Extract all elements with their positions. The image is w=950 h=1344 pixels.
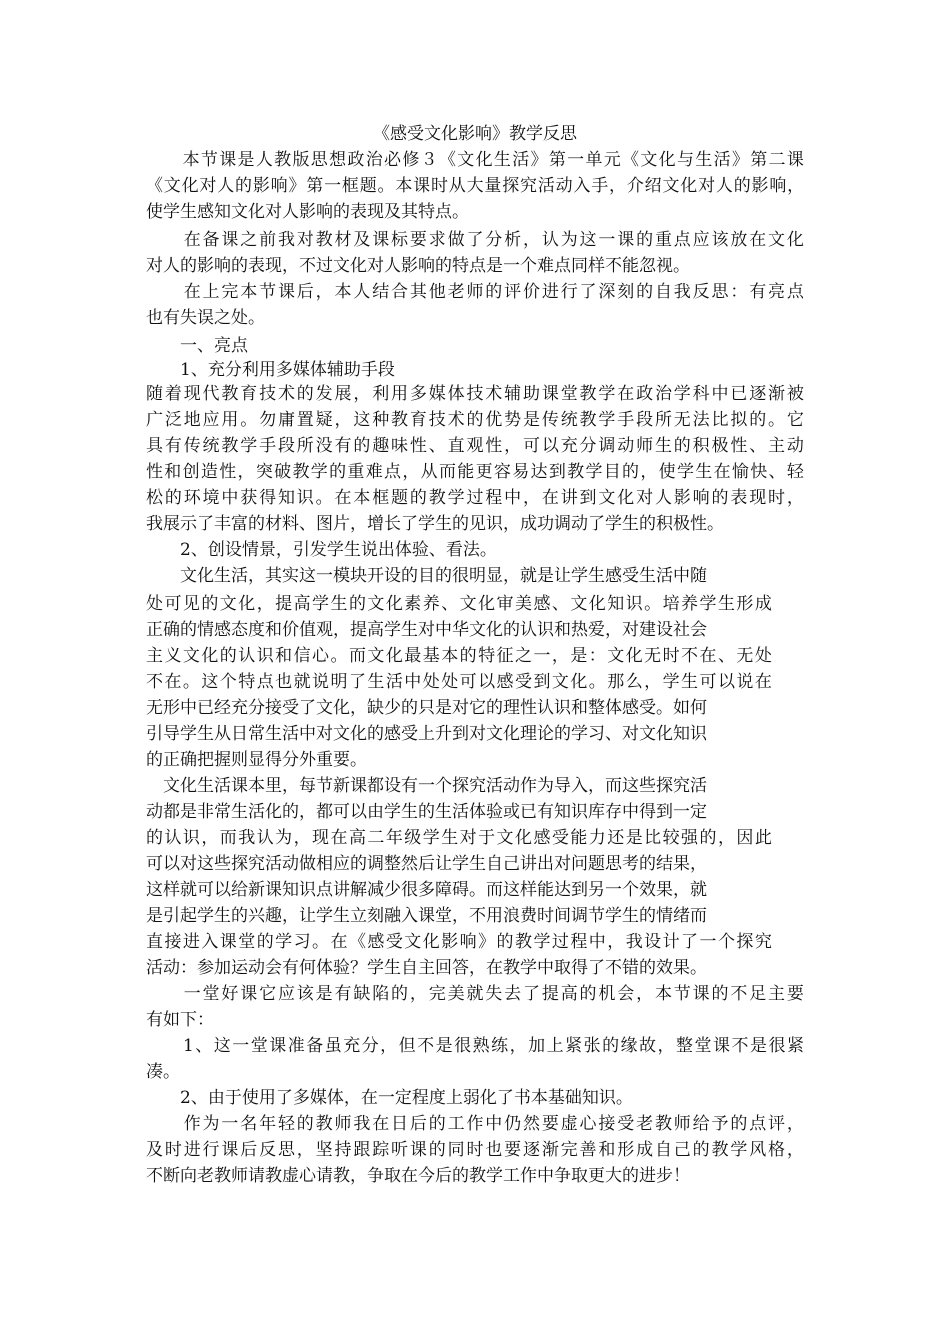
text-line: 直接进入课堂的学习。在《感受文化影响》的教学过程中，我设计了一个探究 (146, 932, 774, 952)
text-line: 使学生感知文化对人影响的表现及其特点。 (146, 202, 469, 222)
text-line: 文化生活，其实这一模块开设的目的很明显，就是让学生感受生活中随 (146, 566, 707, 586)
text-line: 活动：参加运动会有何体验？学生自主回答，在教学中取得了不错的效果。 (146, 958, 707, 978)
text-line: 1、充分利用多媒体辅助手段 (146, 360, 395, 380)
text-line: 一、亮点 (146, 336, 248, 356)
text-line: 作为一名年轻的教师我在日后的工作中仍然要虚心接受老教师给予的点评， (146, 1114, 806, 1134)
text-line: 随着现代教育技术的发展，利用多媒体技术辅助课堂教学在政治学科中已逐渐被 (146, 384, 806, 404)
text-line: 性和创造性，突破教学的重难点，从而能更容易达到教学目的，使学生在愉快、轻 (146, 462, 806, 482)
text-line: 的认识，而我认为，现在高二年级学生对于文化感受能力还是比较强的，因此 (146, 828, 774, 848)
text-line: 有如下： (146, 1010, 214, 1030)
text-line: 对人的影响的表现，不过文化对人影响的特点是一个难点同样不能忽视。 (146, 256, 690, 276)
text-line: 的正确把握则显得分外重要。 (146, 750, 367, 770)
text-line: 引导学生从日常生活中对文化的感受上升到对文化理论的学习、对文化知识 (146, 724, 707, 744)
text-line: 可以对这些探究活动做相应的调整然后让学生自己讲出对问题思考的结果， (146, 854, 707, 874)
text-line: 动都是非常生活化的，都可以由学生的生活体验或已有知识库存中得到一定 (146, 802, 707, 822)
text-line: 2、创设情景，引发学生说出体验、看法。 (146, 540, 497, 560)
text-line: 凑。 (146, 1062, 180, 1082)
text-line: 在上完本节课后，本人结合其他老师的评价进行了深刻的自我反思：有亮点 (146, 282, 806, 302)
document-title: 《感受文化影响》教学反思 (373, 124, 577, 144)
text-line: 是引起学生的兴趣，让学生立刻融入课堂，不用浪费时间调节学生的情绪而 (146, 906, 707, 926)
text-line: 也有失误之处。 (146, 308, 265, 328)
text-line: 主义文化的认识和信心。而文化最基本的特征之一，是：文化无时不在、无处 (146, 646, 774, 666)
text-line: 无形中已经充分接受了文化，缺少的只是对它的理性认识和整体感受。如何 (146, 698, 707, 718)
text-line: 本节课是人教版思想政治必修３《文化生活》第一单元《文化与生活》第二课 (146, 150, 806, 170)
text-line: 不断向老教师请教虚心请教，争取在今后的教学工作中争取更大的进步！ (146, 1166, 690, 1186)
text-line: 2、由于使用了多媒体，在一定程度上弱化了书本基础知识。 (146, 1088, 633, 1108)
text-line: 1、这一堂课准备虽充分，但不是很熟练，加上紧张的缘故，整堂课不是很紧 (146, 1036, 806, 1056)
text-line: 我展示了丰富的材料、图片，增长了学生的见识，成功调动了学生的积极性。 (146, 514, 724, 534)
text-line: 具有传统教学手段所没有的趣味性、直观性，可以充分调动师生的积极性、主动 (146, 436, 806, 456)
text-line: 这样就可以给新课知识点讲解减少很多障碍。而这样能达到另一个效果，就 (146, 880, 707, 900)
text-line: 及时进行课后反思，坚持跟踪听课的同时也要逐渐完善和形成自己的教学风格， (146, 1140, 806, 1160)
text-line: 在备课之前我对教材及课标要求做了分析，认为这一课的重点应该放在文化 (146, 230, 806, 250)
text-line: 松的环境中获得知识。在本框题的教学过程中，在讲到文化对人影响的表现时， (146, 488, 806, 508)
text-line: 不在。这个特点也就说明了生活中处处可以感受到文化。那么，学生可以说在 (146, 672, 774, 692)
text-line: 文化生活课本里，每节新课都设有一个探究活动作为导入，而这些探究活 (146, 776, 707, 796)
text-line: 正确的情感态度和价值观，提高学生对中华文化的认识和热爱，对建设社会 (146, 620, 707, 640)
text-line: 广泛地应用。勿庸置疑，这种教育技术的优势是传统教学手段所无法比拟的。它 (146, 410, 806, 430)
text-line: 《文化对人的影响》第一框题。本课时从大量探究活动入手，介绍文化对人的影响， (146, 176, 805, 196)
text-line: 一堂好课它应该是有缺陷的，完美就失去了提高的机会，本节课的不足主要 (146, 984, 806, 1004)
text-line: 处可见的文化，提高学生的文化素养、文化审美感、文化知识。培养学生形成 (146, 594, 774, 614)
